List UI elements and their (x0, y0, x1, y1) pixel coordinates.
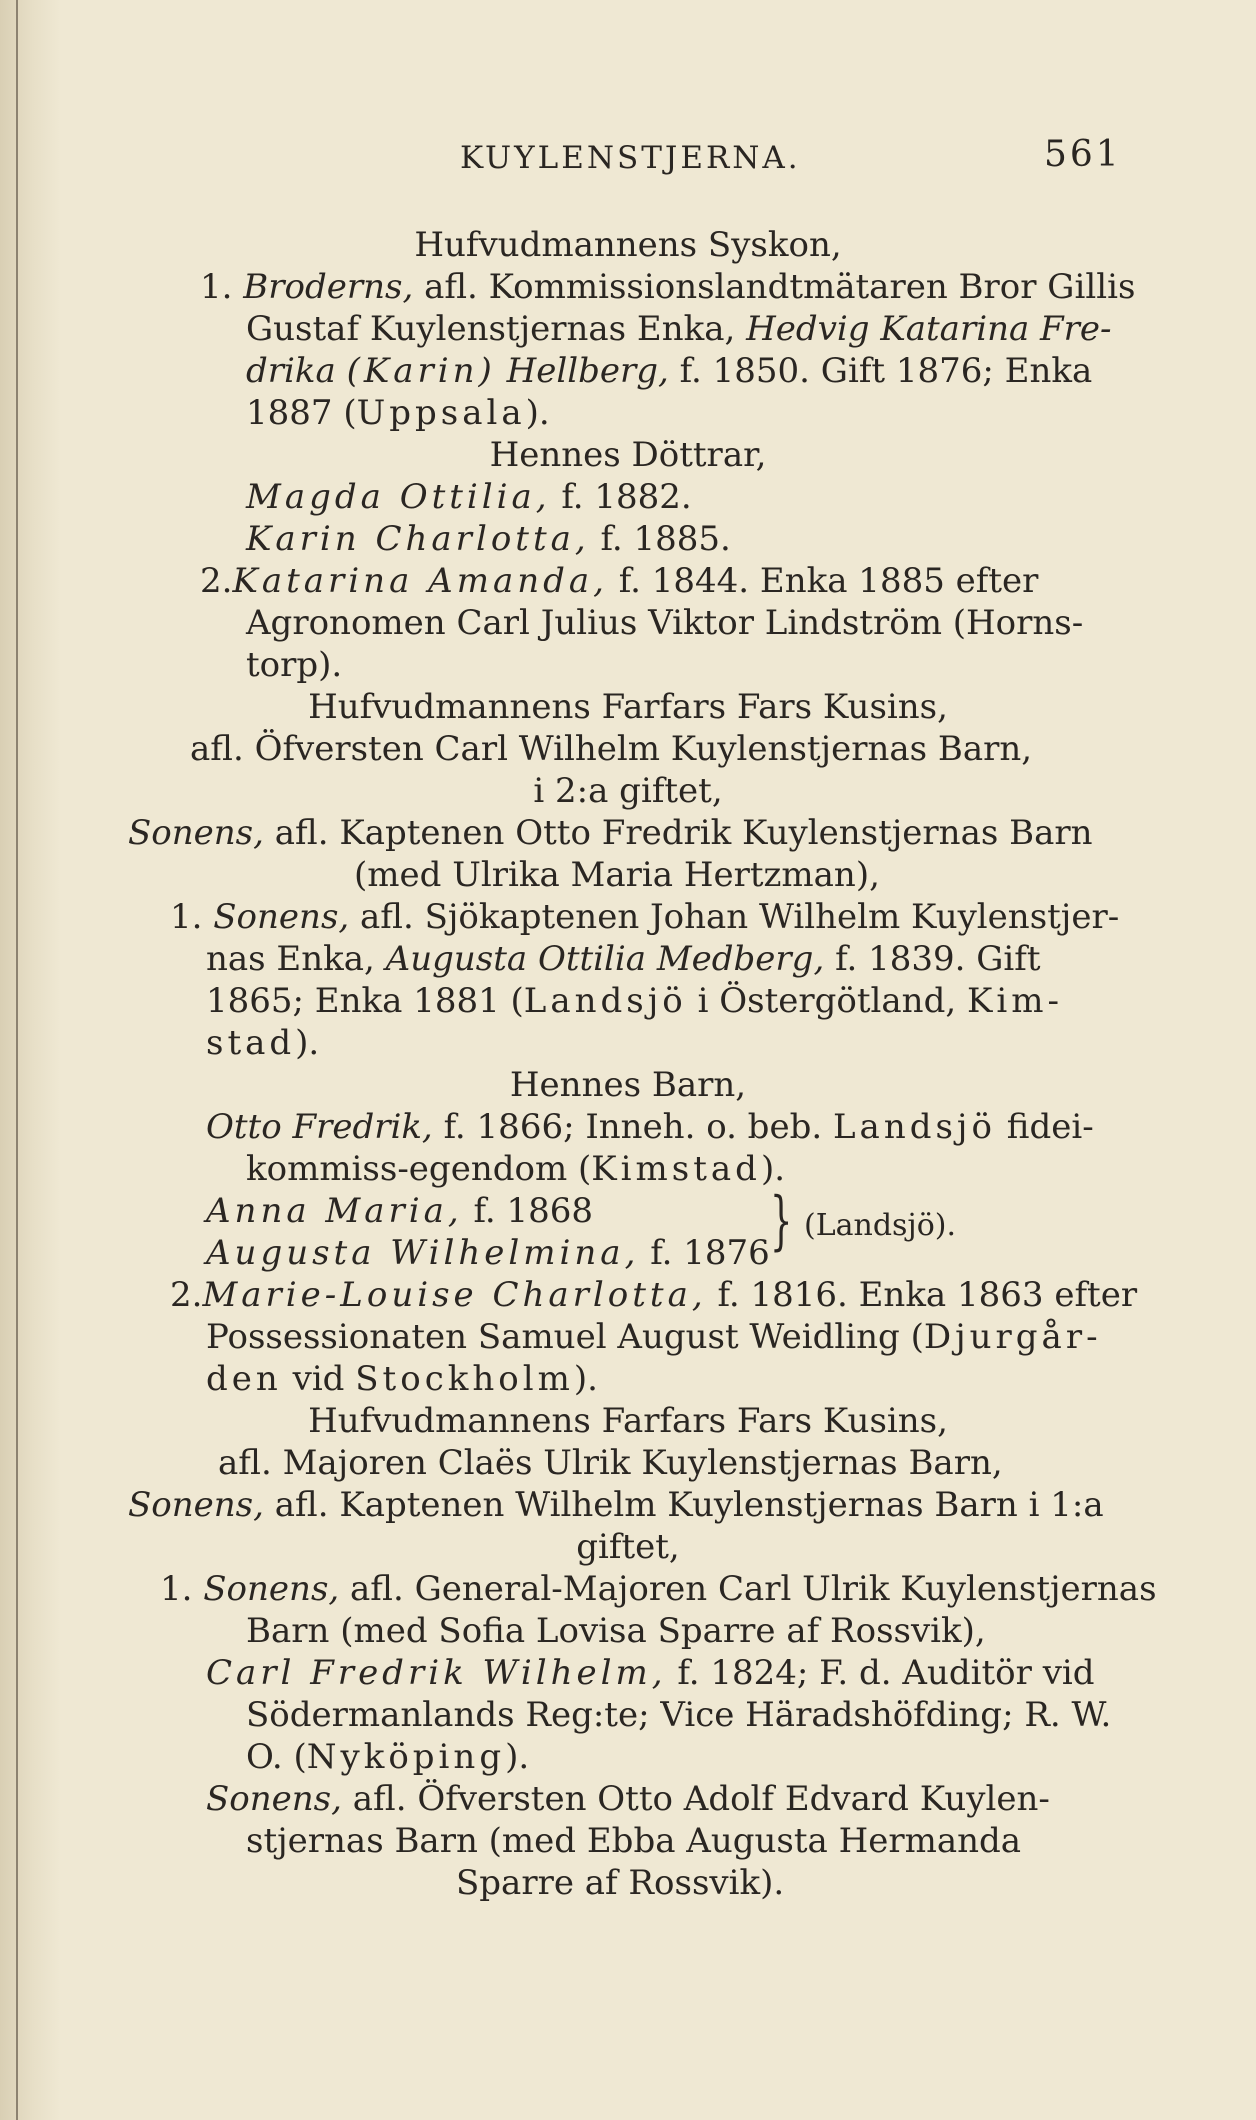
text-line: torp). (246, 645, 343, 685)
text-line: Possessionaten Samuel August Weidling (Djurgår- (206, 1317, 1102, 1357)
section-heading: Hufvudmannens Farfars Fars Kusins, (308, 1401, 948, 1441)
text-line: stjernas Barn (med Ebba Augusta Hermanda (246, 1821, 1022, 1861)
text-line: Agronomen Carl Julius Viktor Lindström (Horns- (246, 603, 1084, 643)
text-line: Sparre af Rossvik). (456, 1863, 785, 1903)
text-line: 2.Katarina Amanda, f. 1844. Enka 1885 efter (200, 561, 1039, 601)
text-line: (med Ulrika Maria Hertzman), (354, 855, 880, 895)
text-line: 2.Marie-Louise Charlotta, f. 1816. Enka 1863 efter (170, 1275, 1138, 1315)
section-heading: Hufvudmannens Farfars Fars Kusins, (308, 687, 948, 727)
text-line: O. (Nyköping). (246, 1737, 530, 1777)
text-line: Barn (med Sofia Lovisa Sparre af Rossvik), (246, 1611, 986, 1651)
text-line: Magda Ottilia, f. 1882. (246, 477, 692, 517)
text-line: 1. Sonens, afl. Sjökaptenen Johan Wilhelm Kuylenstjer- (170, 897, 1120, 937)
text-line: giftet, (576, 1527, 680, 1567)
text-line: Karin Charlotta, f. 1885. (246, 519, 731, 559)
text-line: 1865; Enka 1881 (Landsjö i Östergötland, Kim- (206, 981, 1063, 1021)
text-line: Anna Maria, f. 1868 (206, 1191, 594, 1231)
text-line: afl. Majoren Claës Ulrik Kuylenstjernas Barn, (218, 1443, 1003, 1483)
text-line: Sonens, afl. Öfversten Otto Adolf Edvard Kuylen- (206, 1779, 1050, 1819)
running-title: KUYLENSTJERNA. (460, 140, 801, 176)
text-line: Otto Fredrik, f. 1866; Inneh. o. beb. Landsjö fidei- (206, 1107, 1094, 1147)
text-line: den vid Stockholm). (206, 1359, 598, 1399)
text-line: stad). (206, 1023, 320, 1063)
page-edge-shadow (0, 0, 60, 2120)
text-line: Carl Fredrik Wilhelm, f. 1824; F. d. Auditör vid (206, 1653, 1095, 1693)
text-line: afl. Öfversten Carl Wilhelm Kuylenstjernas Barn, (190, 729, 1033, 769)
section-heading: Hufvudmannens Syskon, (414, 225, 842, 265)
subheading: Hennes Döttrar, (489, 435, 767, 475)
text-line: Sonens, afl. Kaptenen Otto Fredrik Kuylenstjernas Barn (128, 813, 1093, 853)
subheading: Hennes Barn, (509, 1065, 747, 1105)
text-line: kommiss-egendom (Kimstad). (246, 1149, 786, 1189)
text-line: drika (Karin) Hellberg, f. 1850. Gift 1876; Enka (246, 351, 1093, 391)
text-line: nas Enka, Augusta Ottilia Medberg, f. 1839. Gift (206, 939, 1041, 979)
text-line: Gustaf Kuylenstjernas Enka, Hedvig Katarina Fre- (246, 309, 1112, 349)
text-line: i 2:a giftet, (533, 771, 723, 811)
text-line: 1. Broderns, afl. Kommissionslandtmätaren Bror Gillis (200, 267, 1136, 307)
binding-edge-line (16, 0, 18, 2120)
page-number: 561 (1044, 134, 1122, 175)
text-line: Augusta Wilhelmina, f. 1876 (206, 1233, 770, 1273)
text-line: Södermanlands Reg:te; Vice Häradshöfding; R. W. (246, 1695, 1112, 1735)
brace-label: (Landsjö). (804, 1208, 957, 1243)
text-line: 1. Sonens, afl. General-Majoren Carl Ulrik Kuylenstjernas (160, 1569, 1157, 1609)
text-line: Sonens, afl. Kaptenen Wilhelm Kuylenstjernas Barn i 1:a (128, 1485, 1104, 1525)
curly-brace-icon: } (770, 1184, 793, 1258)
text-line: 1887 (Uppsala). (246, 393, 550, 433)
